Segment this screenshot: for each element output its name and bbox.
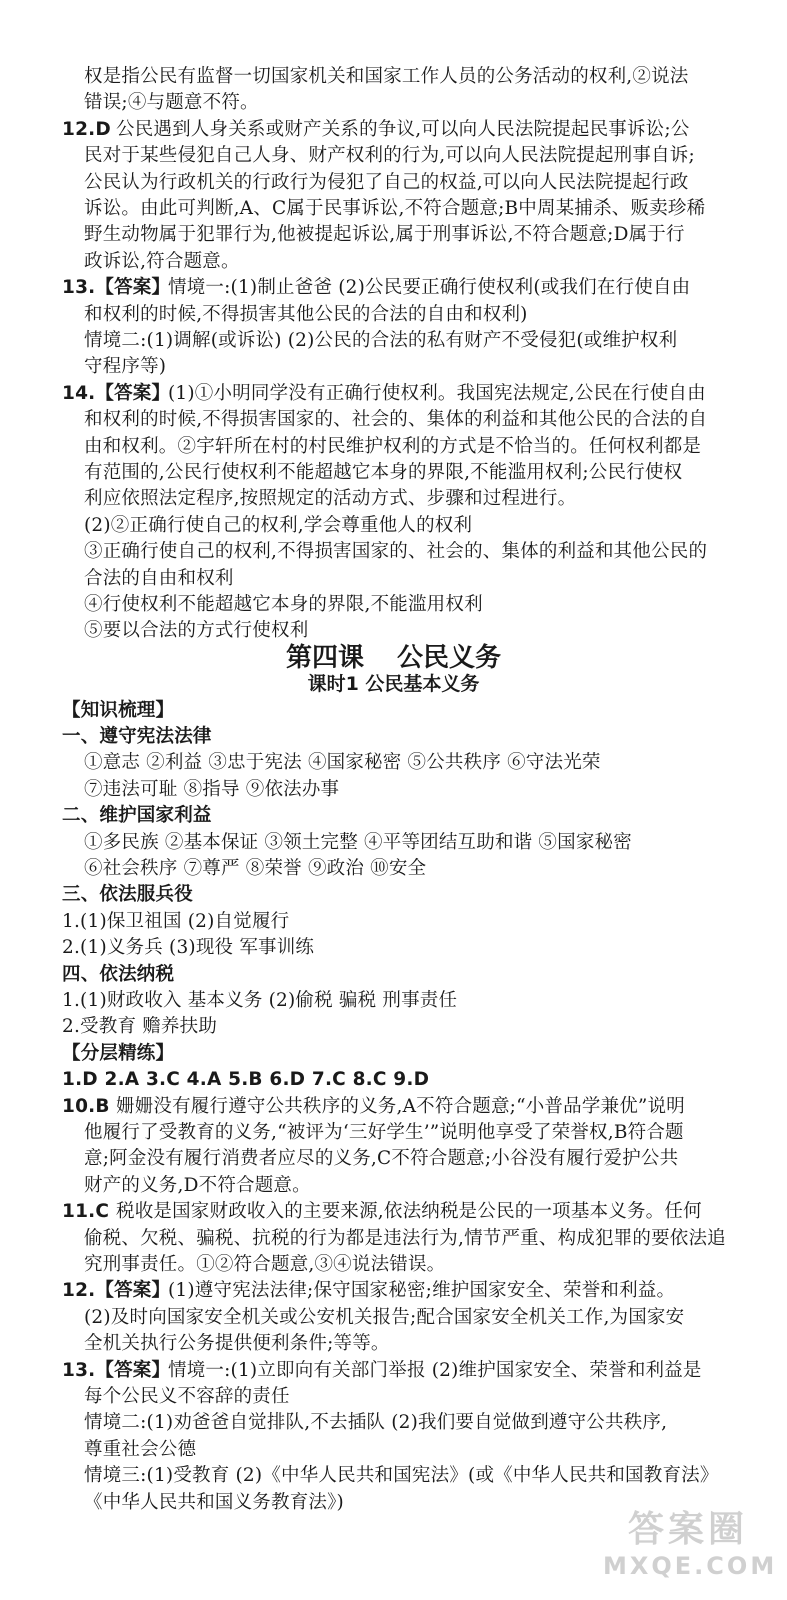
question-number: 10.B [62,1095,110,1117]
text-line: 2.受教育 赡养扶助 [62,1016,218,1038]
text-line: 情境一:(1)立即向有关部门举报 (2)维护国家安全、荣誉和利益是 [168,1359,702,1381]
text-line: ①多民族 ②基本保证 ③领土完整 ④平等团结互助和谐 ⑤国家秘密 [84,831,632,853]
section-heading: 【知识梳理】 [62,699,175,721]
text-line: 偷税、欠税、骗税、抗税的行为都是违法行为,情节严重、构成犯罪的要依法追 [84,1227,726,1249]
text-line: 情境二:(1)调解(或诉讼) (2)公民的合法的私有财产不受侵犯(或维护权利 [84,330,678,351]
text-line: 野生动物属于犯罪行为,他被提起诉讼,属于刑事诉讼,不符合题意;D属于行 [84,224,685,246]
text-line: 有范围的,公民行使权利不能超越它本身的界限,不能滥用权利;公民行使权 [84,462,683,483]
watermark-text: 答案圈 [627,1509,748,1550]
watermark-logo [603,1508,778,1586]
text-line: 《中华人民共和国义务教育法》) [84,1491,344,1513]
text-line: 他履行了受教育的义务,“被评为‘三好学生’”说明他享受了荣誉权,B符合题 [84,1122,684,1143]
text-line: ③正确行使自己的权利,不得损害国家的、社会的、集体的利益和其他公民的 [84,541,708,563]
question-number: 13.【答案】 [62,277,171,299]
text-line: 意;阿金没有履行消费者应尽的义务,C不符合题意;小谷没有履行爱护公共 [84,1148,679,1170]
text-line: 每个公民义不容辞的责任 [84,1386,290,1407]
text-line: 2.(1)义务兵 (3)现役 军事训练 [62,937,315,959]
answer-key-line: 1.D 2.A 3.C 4.A 5.B 6.D 7.C 8.C 9.D [62,1069,430,1091]
text-line: 究刑事责任。①②符合题意,③④说法错误。 [84,1254,446,1275]
text-line: ⑦违法可耻 ⑧指导 ⑨依法办事 [84,778,340,800]
question-number: 12.【答案】 [62,1280,171,1302]
section-heading: 二、维护国家利益 [62,805,212,827]
text-line: 由和权利。②宇轩所在村的村民维护权利的方式是不恰当的。任何权利都是 [84,435,702,457]
text-line: 公民遇到人身关系或财产关系的争议,可以向人民法院提起民事诉讼;公 [116,118,690,140]
text-line: 权是指公民有监督一切国家机关和国家工作人员的公务活动的权利,②说法 [84,66,689,87]
text-line: 全机关执行公务提供便利条件;等等。 [84,1333,390,1355]
text-line: 情境二:(1)劝爸爸自觉排队,不去插队 (2)我们要自觉做到遵守公共秩序, [84,1412,668,1434]
section-heading: 三、依法服兵役 [62,884,193,906]
text-line: (1)①小明同学没有正确行使权利。我国宪法规定,公民在行使自由 [168,382,706,404]
text-line: 情境一:(1)制止爸爸 (2)公民要正确行使权利(或我们在行使自由 [168,277,691,299]
text-line: ④行使权利不能超越它本身的界限,不能滥用权利 [84,594,483,615]
text-line: 和权利的时候,不得损害国家的、社会的、集体的利益和其他公民的合法的自 [84,409,708,431]
text-line: 错误;④与题意不符。 [84,92,259,114]
text-line: (1)遵守宪法法律;保守国家秘密;维护国家安全、荣誉和利益。 [168,1280,676,1302]
text-line: 守程序等) [84,356,167,378]
section-heading: 一、遵守宪法法律 [62,726,212,747]
text-line: 政诉讼,符合题意。 [84,250,240,272]
text-line: 1.(1)财政收入 基本义务 (2)偷税 骗税 刑事责任 [62,990,458,1011]
text-line: 合法的自由和权利 [84,567,234,589]
lesson-title: 第四课 公民义务 [285,642,502,673]
watermark-domain: MXQE.COM [603,1552,778,1580]
text-line: 姗姗没有履行遵守公共秩序的义务,A不符合题意;“小普品学兼优”说明 [116,1095,685,1117]
text-line: (2)及时向国家安全机关或公安机关报告;配合国家安全机关工作,为国家安 [84,1306,685,1328]
text-line: 尊重社会公德 [84,1438,197,1460]
question-number: 12.D [62,118,111,140]
text-line: 公民认为行政机关的行政行为侵犯了自己的权益,可以向人民法院提起行政 [84,171,689,193]
section-heading: 【分层精练】 [62,1042,175,1064]
text-line: 利应依照法定程序,按照规定的活动方式、步骤和过程进行。 [84,488,577,510]
text-line: 情境三:(1)受教育 (2)《中华人民共和国宪法》(或《中华人民共和国教育法》 [84,1465,719,1487]
text-line: ⑥社会秩序 ⑦尊严 ⑧荣誉 ⑨政治 ⑩安全 [84,858,427,879]
lesson-subtitle: 课时1 公民基本义务 [307,673,480,696]
text-line: 1.(1)保卫祖国 (2)自觉履行 [62,910,290,932]
text-line: 诉讼。由此可判断,A、C属于民事诉讼,不符合题意;B中周某捕杀、贩卖珍稀 [84,198,706,219]
text-line: 和权利的时候,不得损害其他公民的合法的自由和权利) [84,303,528,325]
text-line: ①意志 ②利益 ③忠于宪法 ④国家秘密 ⑤公共秩序 ⑥守法光荣 [84,752,601,774]
section-heading: 四、依法纳税 [62,963,175,985]
text-line: ⑤要以合法的方式行使权利 [84,620,309,642]
text-line: 税收是国家财政收入的主要来源,依法纳税是公民的一项基本义务。任何 [116,1201,702,1223]
text-line: 财产的义务,D不符合题意。 [84,1174,311,1196]
text-line: (2)②正确行使自己的权利,学会尊重他人的权利 [84,514,473,536]
text-line: 民对于某些侵犯自己人身、财产权利的行为,可以向人民法院提起刑事自诉; [84,145,695,167]
question-number: 11.C [62,1201,110,1223]
question-number: 14.【答案】 [62,382,171,404]
question-number: 13.【答案】 [62,1359,171,1381]
